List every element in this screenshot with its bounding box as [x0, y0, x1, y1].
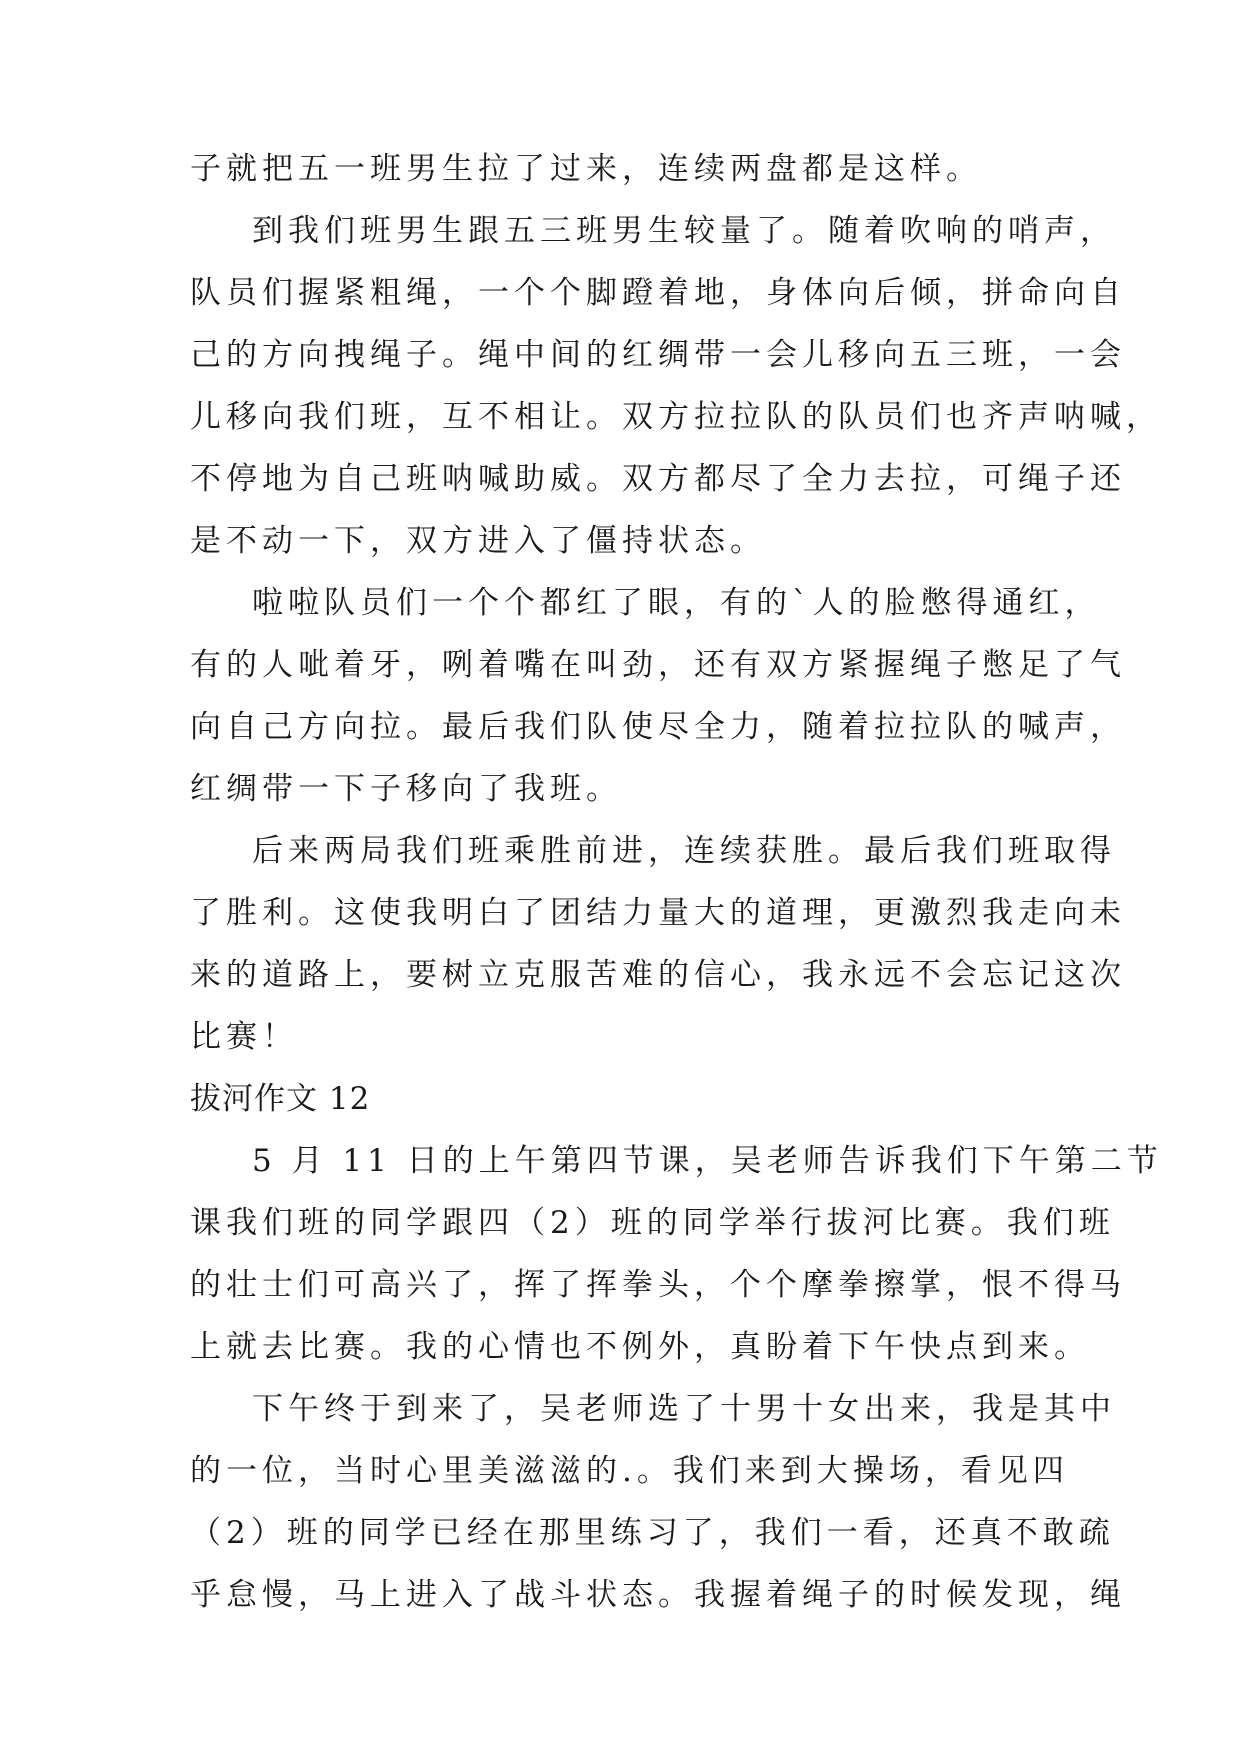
paragraph-start-line: 啦啦队员们一个个都红了眼，有的`人的脸憋得通红，: [252, 585, 1101, 621]
text-line: 红绸带一下子移向了我班。: [190, 771, 622, 807]
text-line: 向自己方向拉。最后我们队使尽全力，随着拉拉队的喊声，: [190, 709, 1126, 745]
text-line: 子就把五一班男生拉了过来，连续两盘都是这样。: [190, 151, 982, 187]
text-line: 儿移向我们班，互不相让。双方拉拉队的队员们也齐声呐喊，: [190, 399, 1162, 435]
text-line: 队员们握紧粗绳，一个个脚蹬着地，身体向后倾，拼命向自: [190, 275, 1126, 311]
text-line: 乎怠慢，马上进入了战斗状态。我握着绳子的时候发现，绳: [190, 1577, 1126, 1613]
paragraph-start-line: 5 月 11 日的上午第四节课，吴老师告诉我们下午第二节: [252, 1143, 1163, 1179]
text-line: 是不动一下，双方进入了僵持状态。: [190, 523, 766, 559]
paragraph-start-line: 到我们班男生跟五三班男生较量了。随着吹响的哨声，: [252, 213, 1116, 249]
section-heading: 拔河作文 12: [190, 1081, 371, 1117]
text-line: 来的道路上，要树立克服苦难的信心，我永远不会忘记这次: [190, 957, 1126, 993]
text-line: 比赛！: [190, 1019, 298, 1055]
text-line: 的壮士们可高兴了，挥了挥拳头，个个摩拳擦掌，恨不得马: [190, 1267, 1126, 1303]
paragraph-start-line: 下午终于到来了，吴老师选了十男十女出来，我是其中: [252, 1391, 1116, 1427]
text-line: 不停地为自己班呐喊助威。双方都尽了全力去拉，可绳子还: [190, 461, 1126, 497]
text-line: 的一位，当时心里美滋滋的.。我们来到大操场，看见四: [190, 1453, 1069, 1489]
text-line: 上就去比赛。我的心情也不例外，真盼着下午快点到来。: [190, 1329, 1090, 1365]
text-line: 课我们班的同学跟四（2）班的同学举行拔河比赛。我们班: [190, 1205, 1115, 1241]
paragraph-start-line: 后来两局我们班乘胜前进，连续获胜。最后我们班取得: [252, 833, 1116, 869]
text-line: 己的方向拽绳子。绳中间的红绸带一会儿移向五三班，一会: [190, 337, 1126, 373]
text-line: 了胜利。这使我明白了团结力量大的道理，更激烈我走向未: [190, 895, 1126, 931]
text-line: （2）班的同学已经在那里练习了，我们一看，还真不敢疏: [190, 1515, 1115, 1551]
text-line: 有的人呲着牙，咧着嘴在叫劲，还有双方紧握绳子憋足了气: [190, 647, 1126, 683]
